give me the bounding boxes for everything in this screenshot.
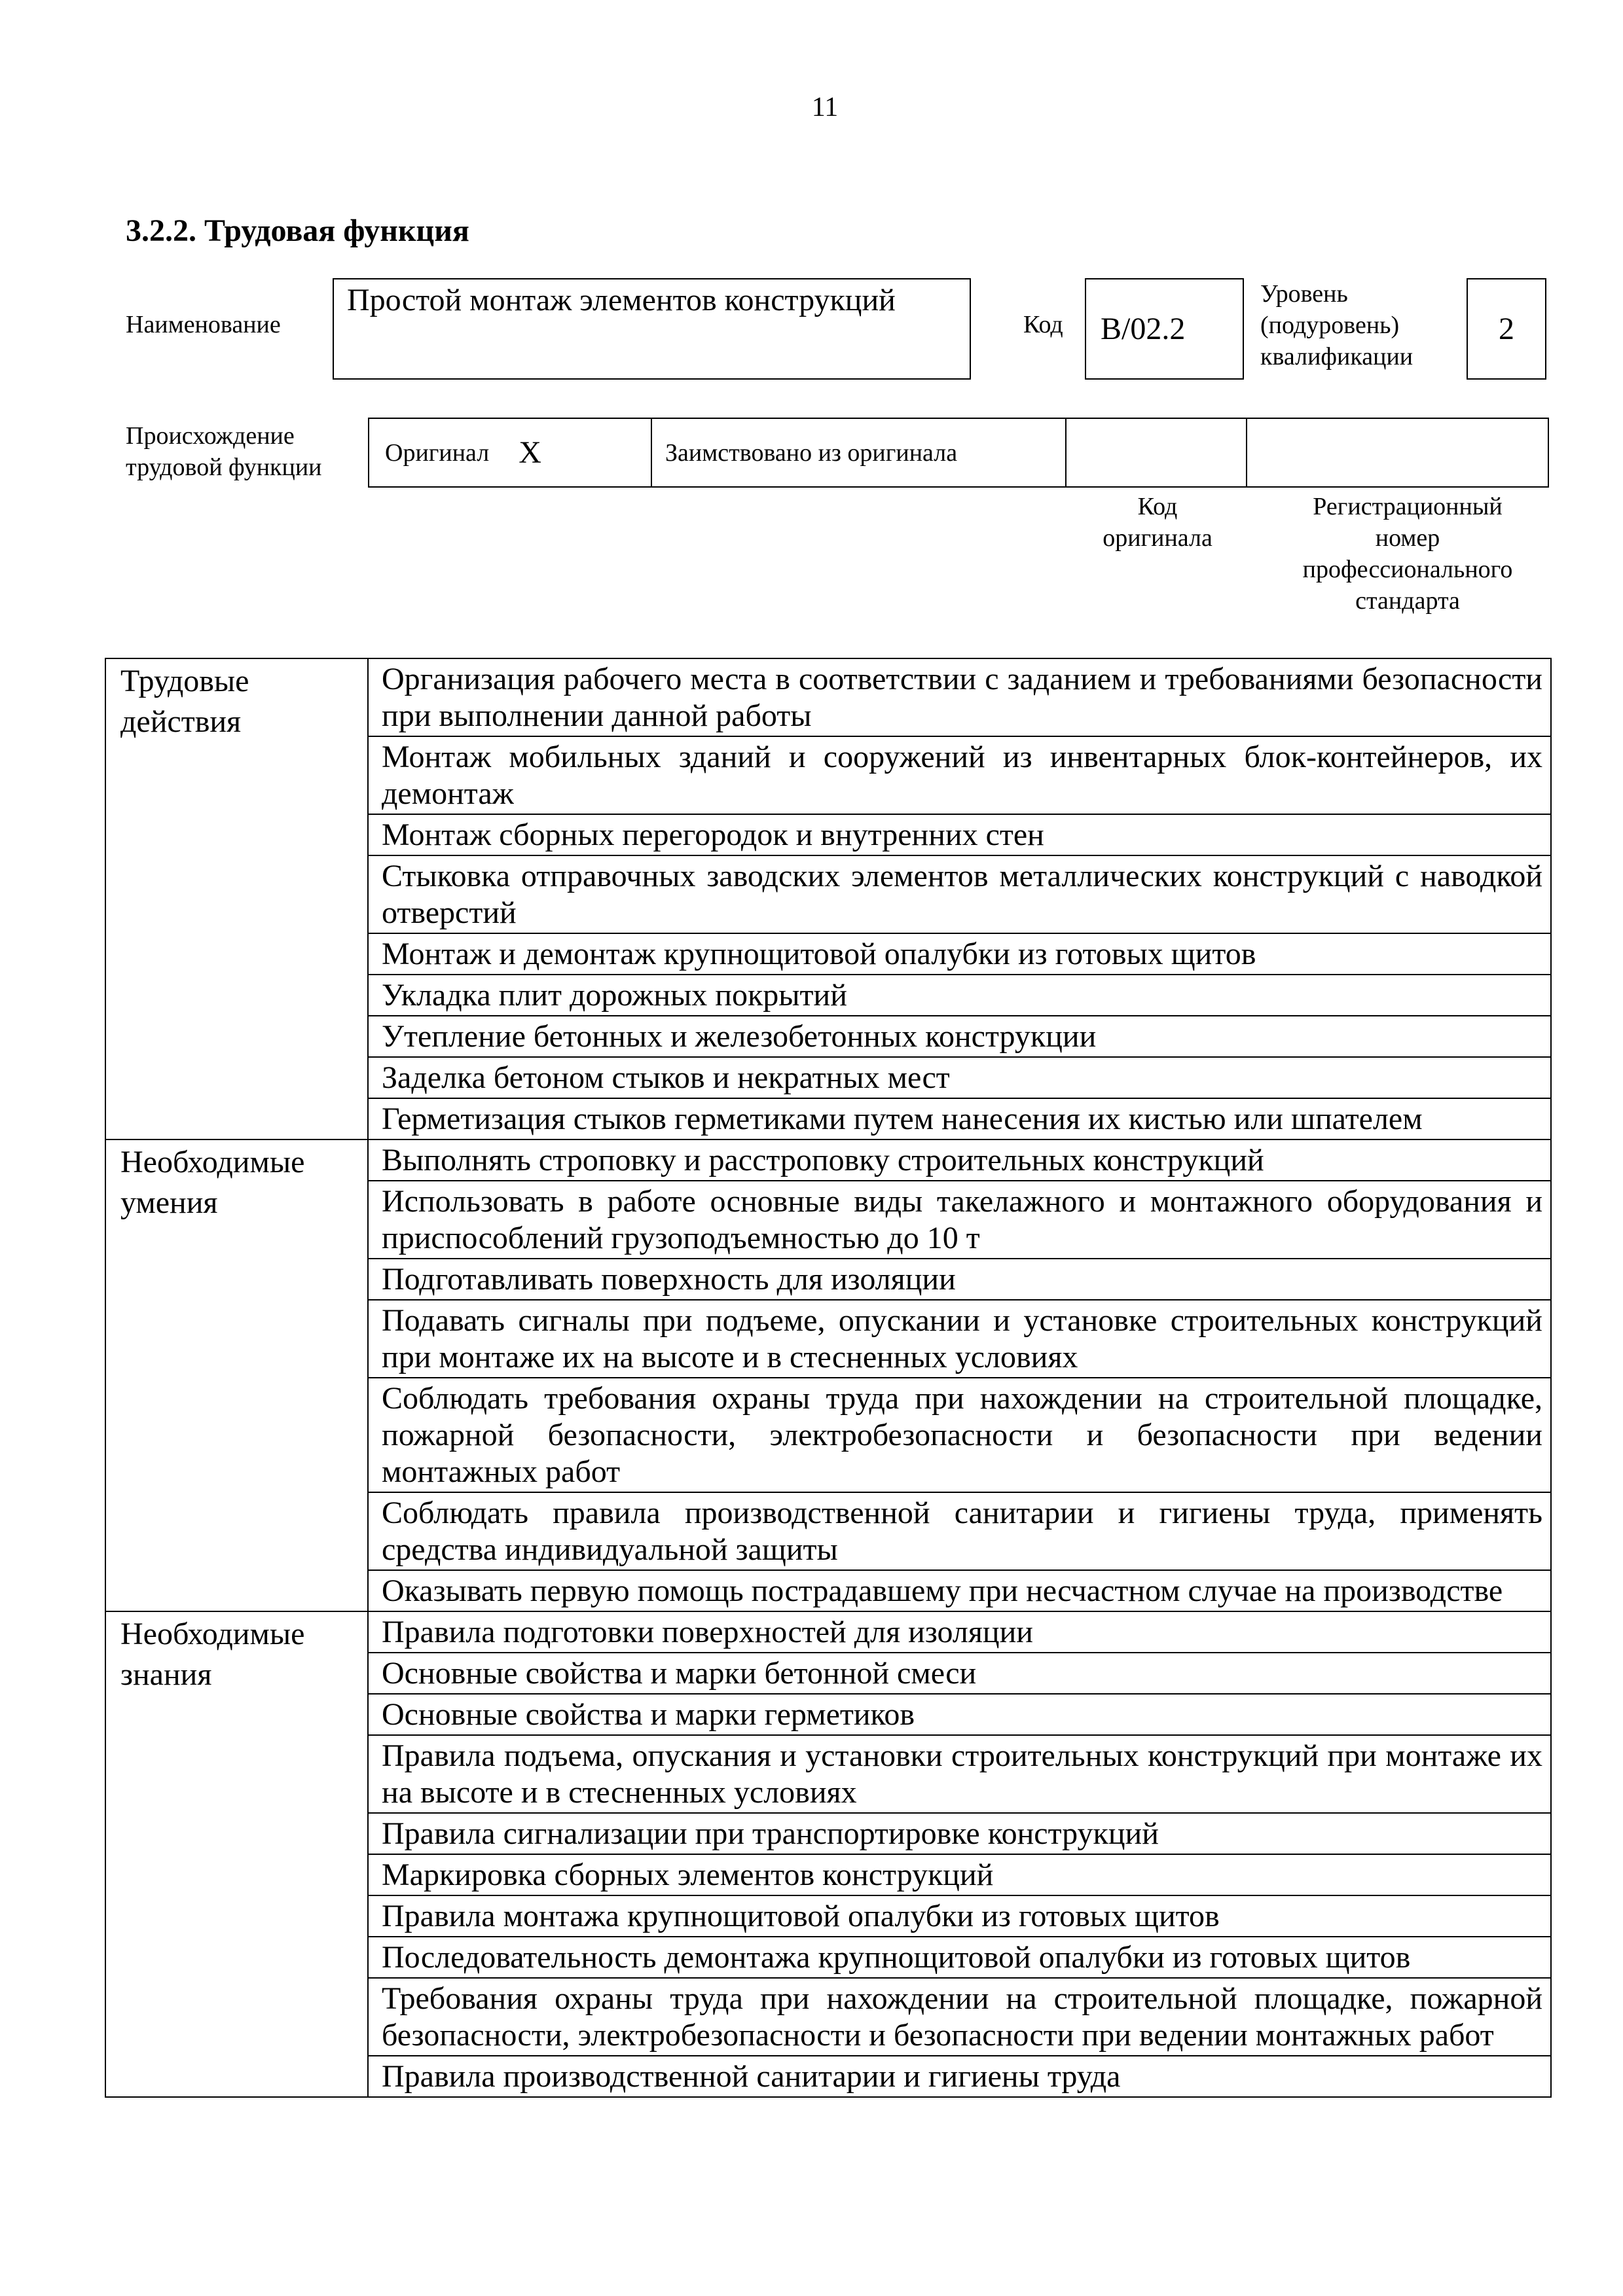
required-knowledge-item: Основные свойства и марки бетонной смеси <box>368 1653 1551 1694</box>
required-knowledge-item: Правила подготовки поверхностей для изоляции <box>368 1611 1551 1653</box>
borrowed-cell <box>652 419 1067 486</box>
labor-actions-item: Герметизация стыков герметиками путем нанесения их кистью или шпателем <box>368 1098 1551 1139</box>
required-knowledge-item: Основные свойства и марки герметиков <box>368 1694 1551 1735</box>
labor-actions-category <box>105 658 368 1139</box>
required-skills-item: Оказывать первую помощь пострадавшему при несчастном случае на производстве <box>368 1570 1551 1611</box>
registration-number-cell <box>1247 419 1548 486</box>
labor-function-table <box>105 658 1552 2098</box>
page-number: 11 <box>811 92 839 122</box>
qualification-level-label <box>1260 278 1476 372</box>
required-knowledge-item: Маркировка сборных элементов конструкций <box>368 1854 1551 1895</box>
caption-reg-line-4: стандарта <box>1355 587 1460 615</box>
required-skills-category <box>105 1139 368 1611</box>
origin-label-line-1: Происхождение <box>126 422 295 450</box>
original-code-cell <box>1067 419 1247 486</box>
required-skills-item: Подавать сигналы при подъеме, опускании и установке строительных конструкций при монтаже их на высоте и в стесненных условиях <box>368 1300 1551 1378</box>
required-knowledge-item: Правила монтажа крупнощитовой опалубки из готовых щитов <box>368 1895 1551 1937</box>
caption-reg-line-3: профессионального <box>1302 556 1513 583</box>
origin-label <box>126 420 361 483</box>
labor-actions-item: Организация рабочего места в соответствии с заданием и требованиями безопасности при выполнении данной работы <box>368 658 1551 736</box>
required-skills-item: Подготавливать поверхность для изоляции <box>368 1259 1551 1300</box>
labor-actions-item: Монтаж мобильных зданий и сооружений из инвентарных блок-контейнеров, их демонтаж <box>368 736 1551 814</box>
level-label-line-2: (подуровень) <box>1260 312 1400 339</box>
labor-actions-item: Монтаж сборных перегородок и внутренних стен <box>368 814 1551 855</box>
name-label: Наименование <box>126 311 281 338</box>
borrowed-label: Заимствовано из оригинала <box>665 439 958 467</box>
category-title-line-1: Необходимые <box>120 1617 305 1651</box>
labor-actions-item: Утепление бетонных и железобетонных конструкции <box>368 1016 1551 1057</box>
caption-reg-line-1: Регистрационный <box>1313 493 1503 520</box>
function-name-field: Простой монтаж элементов конструкций <box>333 278 971 380</box>
required-knowledge-item: Правила подъема, опускания и установки строительных конструкций при монтаже их на высоте и в стесненных условиях <box>368 1735 1551 1813</box>
category-title-line-1: Трудовые <box>120 664 249 698</box>
required-knowledge-category <box>105 1611 368 2097</box>
code-label: Код <box>1023 311 1063 338</box>
required-skills-item: Использовать в работе основные виды такелажного и монтажного оборудования и приспособлений грузоподъемностью до 10 т <box>368 1181 1551 1259</box>
registration-number-caption <box>1267 491 1548 617</box>
category-title-line-2: действия <box>120 704 242 739</box>
original-code-caption <box>1066 491 1249 554</box>
origin-label-line-2: трудовой функции <box>126 454 322 481</box>
caption-reg-line-2: номер <box>1375 524 1440 552</box>
category-title-line-2: знания <box>120 1657 212 1692</box>
caption-code-line-1: Код <box>1137 493 1178 520</box>
labor-actions-item: Стыковка отправочных заводских элементов металлических конструкций с наводкой отверстий <box>368 855 1551 933</box>
table-row <box>105 1611 1551 1653</box>
level-label-line-1: Уровень <box>1260 280 1348 308</box>
required-knowledge-item: Требования охраны труда при нахождении на строительной площадке, пожарной безопасности, электробезопасности и безопасности при ведении монтажных работ <box>368 1978 1551 2056</box>
original-cell <box>369 419 652 486</box>
origin-row <box>368 418 1549 488</box>
required-knowledge-item: Последовательность демонтажа крупнощитовой опалубки из готовых щитов <box>368 1937 1551 1978</box>
function-code-field: B/02.2 <box>1085 278 1244 380</box>
original-mark: X <box>519 435 541 470</box>
level-label-line-3: квалификации <box>1260 343 1413 370</box>
required-knowledge-item: Правила производственной санитарии и гигиены труда <box>368 2056 1551 2097</box>
qualification-level-field: 2 <box>1467 278 1546 380</box>
section-title: 3.2.2. Трудовая функция <box>126 213 469 248</box>
category-title-line-1: Необходимые <box>120 1145 305 1179</box>
required-knowledge-item: Правила сигнализации при транспортировке конструкций <box>368 1813 1551 1854</box>
required-skills-item: Соблюдать требования охраны труда при нахождении на строительной площадке, пожарной безопасности, электробезопасности и безопасности при ведении монтажных работ <box>368 1378 1551 1492</box>
category-title-line-2: умения <box>120 1185 218 1220</box>
labor-actions-item: Монтаж и демонтаж крупнощитовой опалубки из готовых щитов <box>368 933 1551 975</box>
required-skills-item: Выполнять строповку и расстроповку строительных конструкций <box>368 1139 1551 1181</box>
caption-code-line-2: оригинала <box>1103 524 1213 552</box>
table-row <box>105 1139 1551 1181</box>
labor-actions-item: Укладка плит дорожных покрытий <box>368 975 1551 1016</box>
table-row <box>105 658 1551 736</box>
required-skills-item: Соблюдать правила производственной санитарии и гигиены труда, применять средства индивидуальной защиты <box>368 1492 1551 1570</box>
labor-actions-item: Заделка бетоном стыков и некратных мест <box>368 1057 1551 1098</box>
original-label: Оригинал <box>385 439 490 467</box>
